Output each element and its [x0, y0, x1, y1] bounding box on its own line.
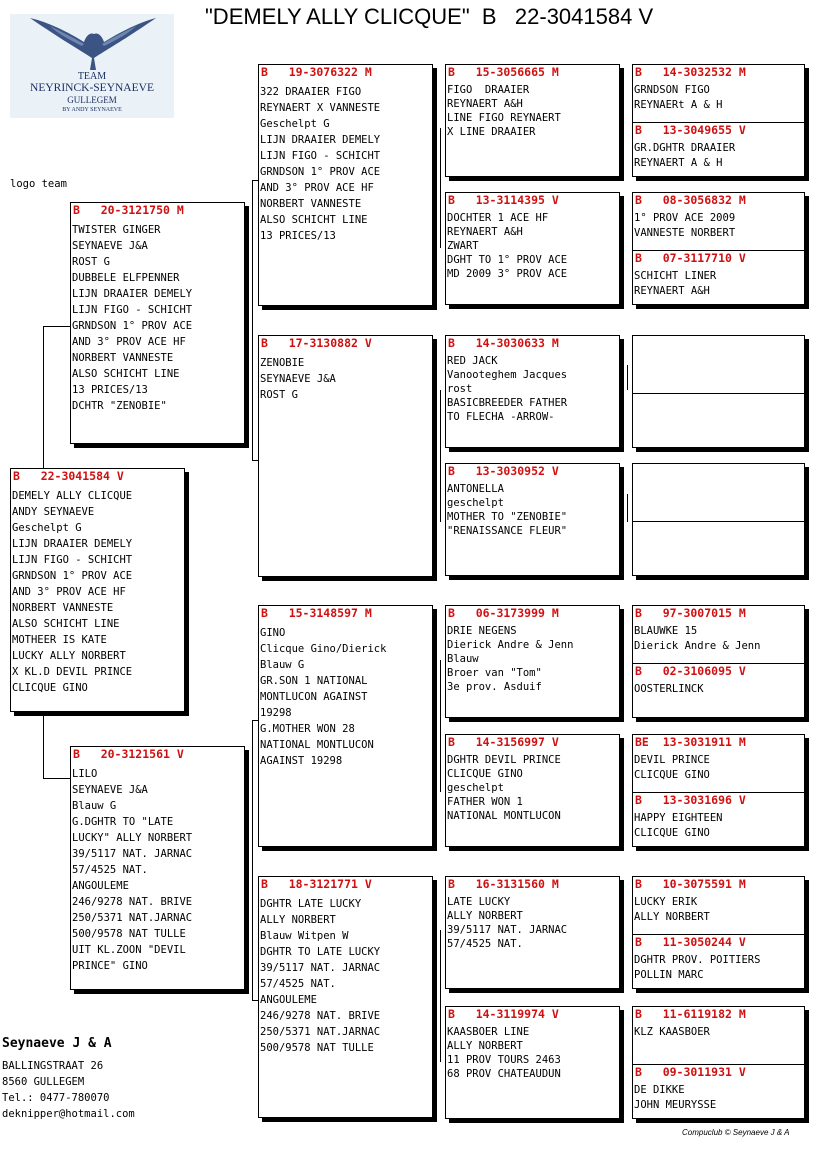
- ring-number: B 18-3121771 V: [261, 877, 372, 891]
- ring-number: B 14-3119974 V: [448, 1007, 559, 1021]
- info-line: 39/5117 NAT. JARNAC: [447, 924, 568, 936]
- info-line: Blauw G: [72, 800, 117, 812]
- team-logo: [10, 14, 174, 118]
- ancestor-pair-card: [632, 463, 805, 576]
- info-line: REYNAERt A & H: [634, 99, 723, 111]
- grandparent-card: [258, 605, 433, 847]
- connector-line: [43, 778, 71, 779]
- pigeon-icon: [10, 14, 174, 74]
- logo-town: GULLEGEM: [67, 95, 117, 105]
- ring-number: B 13-3030952 V: [448, 464, 559, 478]
- ancestor-dam-slot: [633, 123, 804, 171]
- info-line: 11 PROV TOURS 2463: [447, 1054, 561, 1066]
- page-title: "DEMELY ALLY CLICQUE" B 22-3041584 V: [205, 4, 654, 29]
- ancestor-dam-slot: [633, 522, 804, 523]
- info-line: DEVIL PRINCE: [634, 754, 710, 766]
- ancestor-card: [445, 1006, 620, 1119]
- ancestor-sire-slot: [633, 65, 804, 113]
- ring-number: B 11-6119182 M: [635, 1007, 746, 1021]
- ring-number: B 13-3031696 V: [635, 793, 746, 807]
- info-line: DGHT TO 1° PROV ACE: [447, 254, 568, 266]
- credit-text: Compuclub © Seynaeve J & A: [682, 1128, 790, 1137]
- ring-number: B 08-3056832 M: [635, 193, 746, 207]
- info-line: DE DIKKE: [634, 1084, 685, 1096]
- ring-number: [633, 522, 804, 523]
- info-line: LUCKY" ALLY NORBERT: [72, 832, 193, 844]
- info-line: Geschelpt G: [260, 118, 330, 130]
- info-line: geschelpt: [447, 782, 504, 794]
- ring-number: B 97-3007015 M: [635, 606, 746, 620]
- connector-line: [43, 326, 44, 468]
- info-line: KLZ KAASBOER: [634, 1026, 710, 1038]
- info-line: GRNDSON FIGO: [634, 84, 710, 96]
- info-line: REYNAERT A&H: [634, 285, 710, 297]
- ancestor-pair-card: [632, 1006, 805, 1119]
- info-line: G.DGHTR TO "LATE: [72, 816, 174, 828]
- info-line: 3e prov. Asduif: [447, 681, 542, 693]
- ring-number: B 13-3114395 V: [448, 193, 559, 207]
- info-line: 246/9278 NAT. BRIVE: [260, 1010, 381, 1022]
- info-line: KAASBOER LINE: [447, 1026, 530, 1038]
- ring-number: B 15-3056665 M: [448, 65, 559, 79]
- info-line: Clicque Gino/Dierick: [260, 643, 387, 655]
- info-line: Broer van "Tom": [447, 667, 542, 679]
- ring-number: BE 13-3031911 M: [635, 735, 746, 749]
- info-line: RED JACK: [447, 355, 498, 367]
- ancestor-dam-slot: [633, 793, 804, 841]
- info-line: 250/5371 NAT.JARNAC: [260, 1026, 381, 1038]
- info-line: NORBERT VANNESTE: [72, 352, 174, 364]
- info-line: CLICQUE GINO: [12, 682, 88, 694]
- info-line: ALLY NORBERT: [447, 910, 523, 922]
- connector-line: [627, 494, 628, 522]
- info-line: GRNDSON 1° PROV ACE: [12, 570, 133, 582]
- info-line: ANTONELLA: [447, 483, 504, 495]
- info-line: LUCKY ALLY NORBERT: [12, 650, 126, 662]
- info-line: ROST G: [260, 389, 298, 401]
- info-line: DGHTR LATE LUCKY: [260, 898, 362, 910]
- info-line: 500/9578 NAT TULLE: [72, 928, 186, 940]
- info-line: SCHICHT LINER: [634, 270, 717, 282]
- info-line: X KL.D DEVIL PRINCE: [12, 666, 133, 678]
- breeder-phone: Tel.: 0477-780070: [2, 1092, 110, 1104]
- info-line: HAPPY EIGHTEEN: [634, 812, 723, 824]
- info-line: 57/4525 NAT.: [447, 938, 523, 950]
- info-line: G.MOTHER WON 28: [260, 723, 355, 735]
- info-line: GR.DGHTR DRAAIER: [634, 142, 736, 154]
- connector-line: [252, 180, 253, 460]
- info-line: REYNAERT A & H: [634, 157, 723, 169]
- logo-caption: logo team: [10, 178, 67, 190]
- info-line: BLAUWKE 15: [634, 625, 698, 637]
- grandparent-card: [258, 335, 433, 577]
- info-line: DGHTR PROV. POITIERS: [634, 954, 761, 966]
- ancestor-card: [445, 463, 620, 576]
- info-line: 500/9578 NAT TULLE: [260, 1042, 374, 1054]
- ancestor-dam-slot: [633, 664, 804, 697]
- info-line: AND 3° PROV ACE HF: [12, 586, 126, 598]
- connector-line: [440, 128, 441, 248]
- info-line: LATE LUCKY: [447, 896, 511, 908]
- info-line: ANGOULEME: [72, 880, 129, 892]
- info-line: Blauw Witpen W: [260, 930, 349, 942]
- ancestor-pair-card: [632, 64, 805, 177]
- ancestor-sire-slot: [633, 735, 804, 783]
- info-line: POLLIN MARC: [634, 969, 704, 981]
- info-line: LIJN DRAAIER DEMELY: [72, 288, 193, 300]
- info-line: NORBERT VANNESTE: [260, 198, 362, 210]
- info-line: 13 PRICES/13: [72, 384, 148, 396]
- connector-line: [252, 720, 253, 1000]
- info-line: geschelpt: [447, 497, 504, 509]
- grandparent-card: [258, 876, 433, 1118]
- info-line: MONTLUCON AGAINST: [260, 691, 368, 703]
- logo-name: NEYRINCK-SEYNAEVE: [30, 82, 154, 94]
- info-line: ZENOBIE: [260, 357, 305, 369]
- sire-card: [70, 202, 245, 444]
- info-line: 19298: [260, 707, 292, 719]
- info-line: DOCHTER 1 ACE HF: [447, 212, 549, 224]
- info-line: LINE FIGO REYNAERT: [447, 112, 561, 124]
- info-line: OOSTERLINCK: [634, 683, 704, 695]
- info-line: Dierick Andre & Jenn: [634, 640, 761, 652]
- ancestor-card: [445, 605, 620, 718]
- info-line: BASICBREEDER FATHER: [447, 397, 568, 409]
- breeder-name: Seynaeve J & A: [2, 1036, 112, 1051]
- info-line: REYNAERT X VANNESTE: [260, 102, 381, 114]
- ring-number: B 22-3041584 V: [13, 469, 124, 483]
- info-line: MOTHEER IS KATE: [12, 634, 107, 646]
- info-line: rost: [447, 383, 473, 395]
- info-line: 39/5117 NAT. JARNAC: [260, 962, 381, 974]
- info-line: Dierick Andre & Jenn: [447, 639, 574, 651]
- info-line: LIJN FIGO - SCHICHT: [72, 304, 193, 316]
- ancestor-pair-card: [632, 605, 805, 718]
- info-line: LIJN FIGO - SCHICHT: [12, 554, 133, 566]
- info-line: "RENAISSANCE FLEUR": [447, 525, 568, 537]
- info-line: MD 2009 3° PROV ACE: [447, 268, 568, 280]
- info-line: DRIE NEGENS: [447, 625, 517, 637]
- ring-number: [633, 336, 804, 337]
- info-line: 57/4525 NAT.: [260, 978, 336, 990]
- info-line: GINO: [260, 627, 286, 639]
- info-line: GRNDSON 1° PROV ACE: [260, 166, 381, 178]
- ancestor-card: [445, 64, 620, 177]
- ring-number: B 02-3106095 V: [635, 664, 746, 678]
- ring-number: B 16-3131560 M: [448, 877, 559, 891]
- info-line: REYNAERT A&H: [447, 226, 523, 238]
- info-line: GR.SON 1 NATIONAL: [260, 675, 368, 687]
- info-line: Geschelpt G: [12, 522, 82, 534]
- info-line: DUBBELE ELFPENNER: [72, 272, 180, 284]
- info-line: JOHN MEURYSSE: [634, 1099, 717, 1111]
- info-line: ROST G: [72, 256, 110, 268]
- ring-number: B 09-3011931 V: [635, 1065, 746, 1079]
- connector-line: [43, 326, 71, 327]
- ring-number: B 11-3050244 V: [635, 935, 746, 949]
- info-line: Blauw G: [260, 659, 305, 671]
- info-line: DGHTR TO LATE LUCKY: [260, 946, 381, 958]
- info-line: GRNDSON 1° PROV ACE: [72, 320, 193, 332]
- ring-number: B 14-3030633 M: [448, 336, 559, 350]
- subject-pigeon-card: [10, 468, 185, 712]
- breeder-email: deknipper@hotmail.com: [2, 1108, 135, 1120]
- info-line: AGAINST 19298: [260, 755, 343, 767]
- info-line: ALSO SCHICHT LINE: [260, 214, 368, 226]
- connector-line: [440, 390, 441, 522]
- ancestor-dam-slot: [633, 251, 804, 299]
- info-line: MOTHER TO "ZENOBIE": [447, 511, 568, 523]
- dam-card: [70, 746, 245, 990]
- ancestor-dam-slot: [633, 394, 804, 395]
- info-line: 322 DRAAIER FIGO: [260, 86, 362, 98]
- ring-number: B 15-3148597 M: [261, 606, 372, 620]
- info-line: NORBERT VANNESTE: [12, 602, 114, 614]
- ring-number: B 19-3076322 M: [261, 65, 372, 79]
- info-line: FATHER WON 1: [447, 796, 523, 808]
- connector-line: [440, 660, 441, 792]
- info-line: 68 PROV CHATEAUDUN: [447, 1068, 561, 1080]
- logo-team: TEAM: [77, 71, 107, 82]
- info-line: Vanooteghem Jacques: [447, 369, 568, 381]
- ancestor-sire-slot: [633, 606, 804, 654]
- info-line: CLICQUE GINO: [634, 769, 710, 781]
- info-line: TO FLECHA -ARROW-: [447, 411, 555, 423]
- info-line: 1° PROV ACE 2009: [634, 212, 736, 224]
- info-line: ALLY NORBERT: [260, 914, 336, 926]
- info-line: 39/5117 NAT. JARNAC: [72, 848, 193, 860]
- ancestor-card: [445, 335, 620, 448]
- info-line: X LINE DRAAIER: [447, 126, 536, 138]
- info-line: SEYNAEVE J&A: [72, 240, 148, 252]
- info-line: LILO: [72, 768, 98, 780]
- info-line: UIT KL.ZOON "DEVIL: [72, 944, 186, 956]
- ancestor-pair-card: [632, 876, 805, 989]
- info-line: LIJN DRAAIER DEMELY: [260, 134, 381, 146]
- connector-line: [43, 712, 44, 778]
- ring-number: B 06-3173999 M: [448, 606, 559, 620]
- info-line: PRINCE" GINO: [72, 960, 148, 972]
- logo-author: BY ANDY SEYNAEVE: [62, 107, 122, 113]
- info-line: 57/4525 NAT.: [72, 864, 148, 876]
- ancestor-card: [445, 876, 620, 989]
- info-line: AND 3° PROV ACE HF: [260, 182, 374, 194]
- ancestor-sire-slot: [633, 336, 804, 337]
- ring-number: [633, 394, 804, 395]
- info-line: 246/9278 NAT. BRIVE: [72, 896, 193, 908]
- info-line: ALSO SCHICHT LINE: [12, 618, 120, 630]
- ancestor-sire-slot: [633, 877, 804, 925]
- info-line: ALLY NORBERT: [634, 911, 710, 923]
- ancestor-sire-slot: [633, 1007, 804, 1040]
- info-line: DEMELY ALLY CLICQUE: [12, 490, 133, 502]
- info-line: CLICQUE GINO: [634, 827, 710, 839]
- info-line: DCHTR "ZENOBIE": [72, 400, 167, 412]
- ancestor-dam-slot: [633, 935, 804, 983]
- ancestor-card: [445, 734, 620, 847]
- breeder-city: 8560 GULLEGEM: [2, 1076, 85, 1088]
- info-line: REYNAERT A&H: [447, 98, 523, 110]
- ancestor-pair-card: [632, 335, 805, 448]
- ancestor-sire-slot: [633, 193, 804, 241]
- info-line: NATIONAL MONTLUCON: [260, 739, 374, 751]
- info-line: LIJN DRAAIER DEMELY: [12, 538, 133, 550]
- info-line: AND 3° PROV ACE HF: [72, 336, 186, 348]
- info-line: CLICQUE GINO: [447, 768, 523, 780]
- info-line: FIGO DRAAIER: [447, 84, 530, 96]
- info-line: ANGOULEME: [260, 994, 317, 1006]
- info-line: DGHTR DEVIL PRINCE: [447, 754, 561, 766]
- ancestor-dam-slot: [633, 1065, 804, 1113]
- info-line: ANDY SEYNAEVE: [12, 506, 95, 518]
- info-line: SEYNAEVE J&A: [72, 784, 148, 796]
- ancestor-pair-card: [632, 734, 805, 847]
- info-line: TWISTER GINGER: [72, 224, 161, 236]
- ring-number: B 14-3032532 M: [635, 65, 746, 79]
- info-line: VANNESTE NORBERT: [634, 227, 736, 239]
- info-line: 250/5371 NAT.JARNAC: [72, 912, 193, 924]
- ring-number: B 07-3117710 V: [635, 251, 746, 265]
- ring-number: B 14-3156997 V: [448, 735, 559, 749]
- ring-number: B 17-3130882 V: [261, 336, 372, 350]
- info-line: LIJN FIGO - SCHICHT: [260, 150, 381, 162]
- ring-number: B 20-3121750 M: [73, 203, 184, 217]
- info-line: SEYNAEVE J&A: [260, 373, 336, 385]
- ring-number: B 20-3121561 V: [73, 747, 184, 761]
- ancestor-card: [445, 192, 620, 305]
- info-line: ALLY NORBERT: [447, 1040, 523, 1052]
- info-line: Blauw: [447, 653, 479, 665]
- ring-number: B 10-3075591 M: [635, 877, 746, 891]
- ring-number: B 13-3049655 V: [635, 123, 746, 137]
- ancestor-sire-slot: [633, 464, 804, 465]
- connector-line: [627, 365, 628, 390]
- ring-number: [633, 464, 804, 465]
- info-line: LUCKY ERIK: [634, 896, 698, 908]
- info-line: ALSO SCHICHT LINE: [72, 368, 180, 380]
- grandparent-card: [258, 64, 433, 306]
- ancestor-pair-card: [632, 192, 805, 305]
- info-line: ZWART: [447, 240, 479, 252]
- info-line: NATIONAL MONTLUCON: [447, 810, 561, 822]
- breeder-address: BALLINGSTRAAT 26: [2, 1060, 104, 1072]
- connector-line: [440, 930, 441, 1062]
- info-line: 13 PRICES/13: [260, 230, 336, 242]
